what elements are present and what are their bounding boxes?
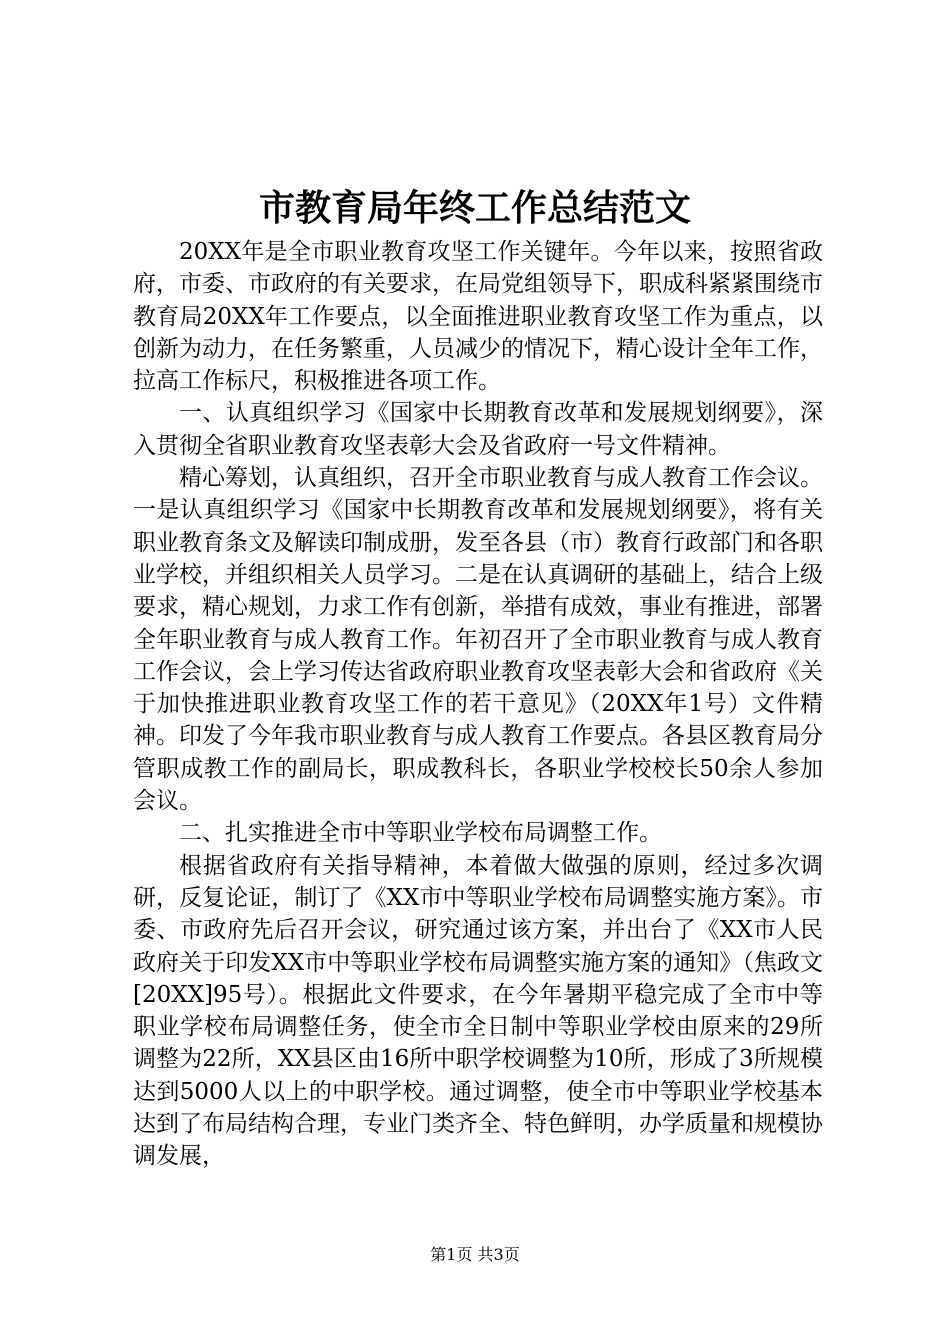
section-heading-2: 二、扎实推进全市中等职业学校布局调整工作。 xyxy=(179,820,662,847)
document-title: 市教育局年终工作总结范文 xyxy=(258,187,691,229)
document-body xyxy=(133,236,823,1173)
page-number-footer: 第1页 共3页 xyxy=(430,1245,520,1264)
paragraph-section-1: 精心筹划，认真组织，召开全市职业教育与成人教育工作会议。一是认真组织学习《国家中长期教育改革和发展规划纲要》，将有关职业教育条文及解读印制成册，发至各县（市）教育行政部门和各职业学校，并组织相关人员学习。二是在认真调研的基础上，结合上级要求，精心规划，力求工作有创新，举措有成效，事业有推进，部署全年职业教育与成人教育工作。年初召开了全市职业教育与成人教育工作会议，会上学习传达省政府职业教育攻坚表彰大会和省政府《关于加快推进职业教育攻坚工作的若干意见》（20XX年1号）文件精神。印发了今年我市职业教育与成人教育工作要点。各县区教育局分管职成教工作的副局长，职成教科长，各职业学校校长50余人参加会议。 xyxy=(133,465,823,815)
section-heading-1: 一、认真组织学习《国家中长期教育改革和发展规划纲要》，深入贯彻全省职业教育攻坚表彰大会及省政府一号文件精神。 xyxy=(133,400,823,459)
paragraph-section-2: 根据省政府有关指导精神，本着做大做强的原则，经过多次调研，反复论证，制订了《XX市中等职业学校布局调整实施方案》。市委、市政府先后召开会议，研究通过该方案，并出台了《XX市人民政府关于印发XX市中等职业学校布局调整实施方案的通知》（焦政文[20XX]95号）。根据此文件要求，在今年暑期平稳完成了全市中等职业学校布局调整任务，使全市全日制中等职业学校由原来的29所调整为22所，XX县区由16所中职学校调整为10所，形成了3所规模达到5000人以上的中职学校。通过调整，使全市中等职业学校基本达到了布局结构合理，专业门类齐全、特色鲜明，办学质量和规模协调发展， xyxy=(133,852,823,1170)
paragraph-intro: 20XX年是全市职业教育攻坚工作关键年。今年以来，按照省政府，市委、市政府的有关要求，在局党组领导下，职成科紧紧围绕市教育局20XX年工作要点，以全面推进职业教育攻坚工作为重点，以创新为动力，在任务繁重，人员减少的情况下，精心设计全年工作，拉高工作标尺，积极推进各项工作。 xyxy=(133,239,823,395)
